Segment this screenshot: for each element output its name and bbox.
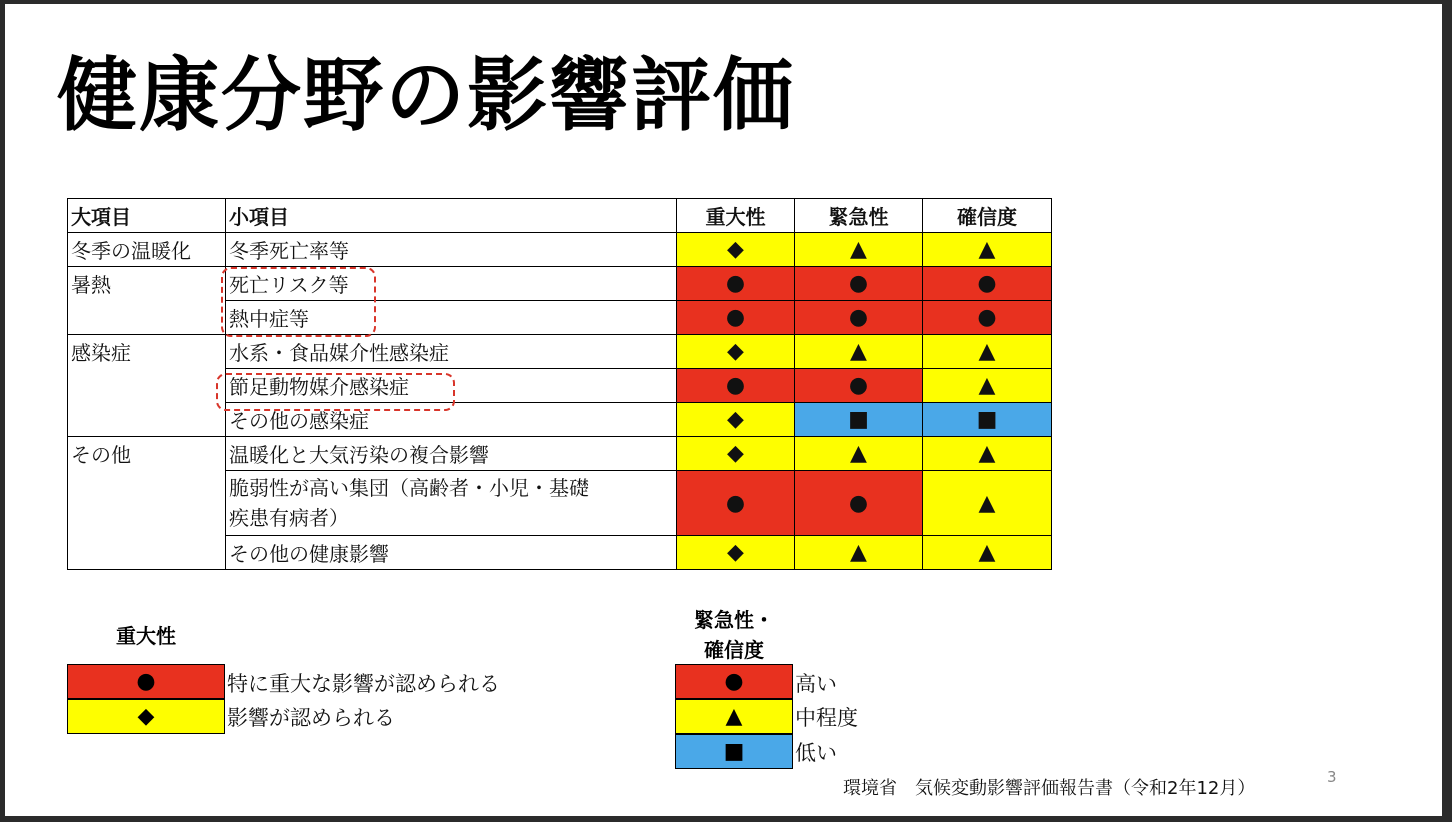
severity-cell: ◆ <box>677 403 795 437</box>
minor-item-line: 疾患有病者） <box>229 506 349 530</box>
confidence-cell: ▲ <box>923 335 1052 369</box>
urgency-cell: ● <box>795 301 923 335</box>
severity-cell: ◆ <box>677 536 795 570</box>
minor-item-line: 脆弱性が高い集団（高齢者・小児・基礎 <box>229 476 589 500</box>
legend-severity-red-swatch <box>67 664 225 699</box>
minor-item: 死亡リスク等 <box>226 267 677 301</box>
urgency-cell: ● <box>795 369 923 403</box>
severity-cell: ◆ <box>677 335 795 369</box>
legend-severity-normal-label: 影響が認められる <box>227 706 395 730</box>
minor-item: 節足動物媒介感染症 <box>226 369 677 403</box>
confidence-cell: ● <box>923 267 1052 301</box>
legend-urgency-heading-line: 緊急性・ <box>694 608 774 632</box>
header-severity: 重大性 <box>677 199 795 233</box>
minor-item: 水系・食品媒介性感染症 <box>226 335 677 369</box>
page-number: 3 <box>1327 768 1337 786</box>
slide-title: 健康分野の影響評価 <box>57 49 795 142</box>
legend-severity-high-label: 特に重大な影響が認められる <box>227 672 500 696</box>
urgency-cell: ● <box>795 471 923 536</box>
legend-urgency-heading-line: 確信度 <box>704 638 764 662</box>
legend-urgency-heading <box>675 605 793 665</box>
minor-item: その他の健康影響 <box>226 536 677 570</box>
triangle-icon: ▲ <box>725 704 743 729</box>
minor-item <box>226 471 677 536</box>
minor-item: その他の感染症 <box>226 403 677 437</box>
confidence-cell: ▲ <box>923 536 1052 570</box>
urgency-cell: ● <box>795 267 923 301</box>
table-header-row <box>68 199 1052 233</box>
legend-severity-heading: 重大性 <box>116 624 176 648</box>
severity-cell: ● <box>677 369 795 403</box>
urgency-cell: ▲ <box>795 335 923 369</box>
confidence-cell: ▲ <box>923 233 1052 267</box>
severity-cell: ◆ <box>677 233 795 267</box>
source-citation: 環境省 気候変動影響評価報告書（令和2年12月） <box>843 778 1256 799</box>
minor-item: 温暖化と大気汚染の複合影響 <box>226 437 677 471</box>
header-urgency: 緊急性 <box>795 199 923 233</box>
circle-icon: ● <box>724 669 744 694</box>
legend-urgency-high-label: 高い <box>795 672 837 696</box>
severity-cell: ◆ <box>677 437 795 471</box>
severity-cell: ● <box>677 471 795 536</box>
legend-urgency-red-swatch <box>675 664 793 699</box>
header-confidence: 確信度 <box>923 199 1052 233</box>
urgency-cell: ■ <box>795 403 923 437</box>
slide <box>5 4 1442 816</box>
major-category: その他 <box>68 437 226 570</box>
legend-urgency-yellow-swatch <box>675 699 793 734</box>
confidence-cell: ● <box>923 301 1052 335</box>
legend-urgency-blue-swatch <box>675 734 793 769</box>
urgency-cell: ▲ <box>795 233 923 267</box>
circle-icon: ● <box>136 669 156 694</box>
confidence-cell: ▲ <box>923 369 1052 403</box>
confidence-cell: ■ <box>923 403 1052 437</box>
legend-urgency-mid-label: 中程度 <box>795 706 858 730</box>
minor-item: 冬季死亡率等 <box>226 233 677 267</box>
table-row <box>68 335 1052 369</box>
severity-cell: ● <box>677 301 795 335</box>
square-icon: ■ <box>723 739 745 764</box>
highlight-heat-box <box>221 267 376 337</box>
impact-table <box>67 198 1052 570</box>
highlight-vector-box <box>216 373 455 411</box>
table-row <box>68 437 1052 471</box>
major-category: 冬季の温暖化 <box>68 233 226 267</box>
confidence-cell: ▲ <box>923 471 1052 536</box>
urgency-cell: ▲ <box>795 437 923 471</box>
table-row <box>68 267 1052 301</box>
legend-severity-yellow-swatch <box>67 699 225 734</box>
legend-urgency-low-label: 低い <box>795 741 837 765</box>
urgency-cell: ▲ <box>795 536 923 570</box>
table-row <box>68 233 1052 267</box>
major-category: 感染症 <box>68 335 226 437</box>
minor-item: 熱中症等 <box>226 301 677 335</box>
major-category: 暑熱 <box>68 267 226 335</box>
severity-cell: ● <box>677 267 795 301</box>
confidence-cell: ▲ <box>923 437 1052 471</box>
header-minor: 小項目 <box>226 199 677 233</box>
diamond-icon: ◆ <box>137 704 155 729</box>
header-major: 大項目 <box>68 199 226 233</box>
